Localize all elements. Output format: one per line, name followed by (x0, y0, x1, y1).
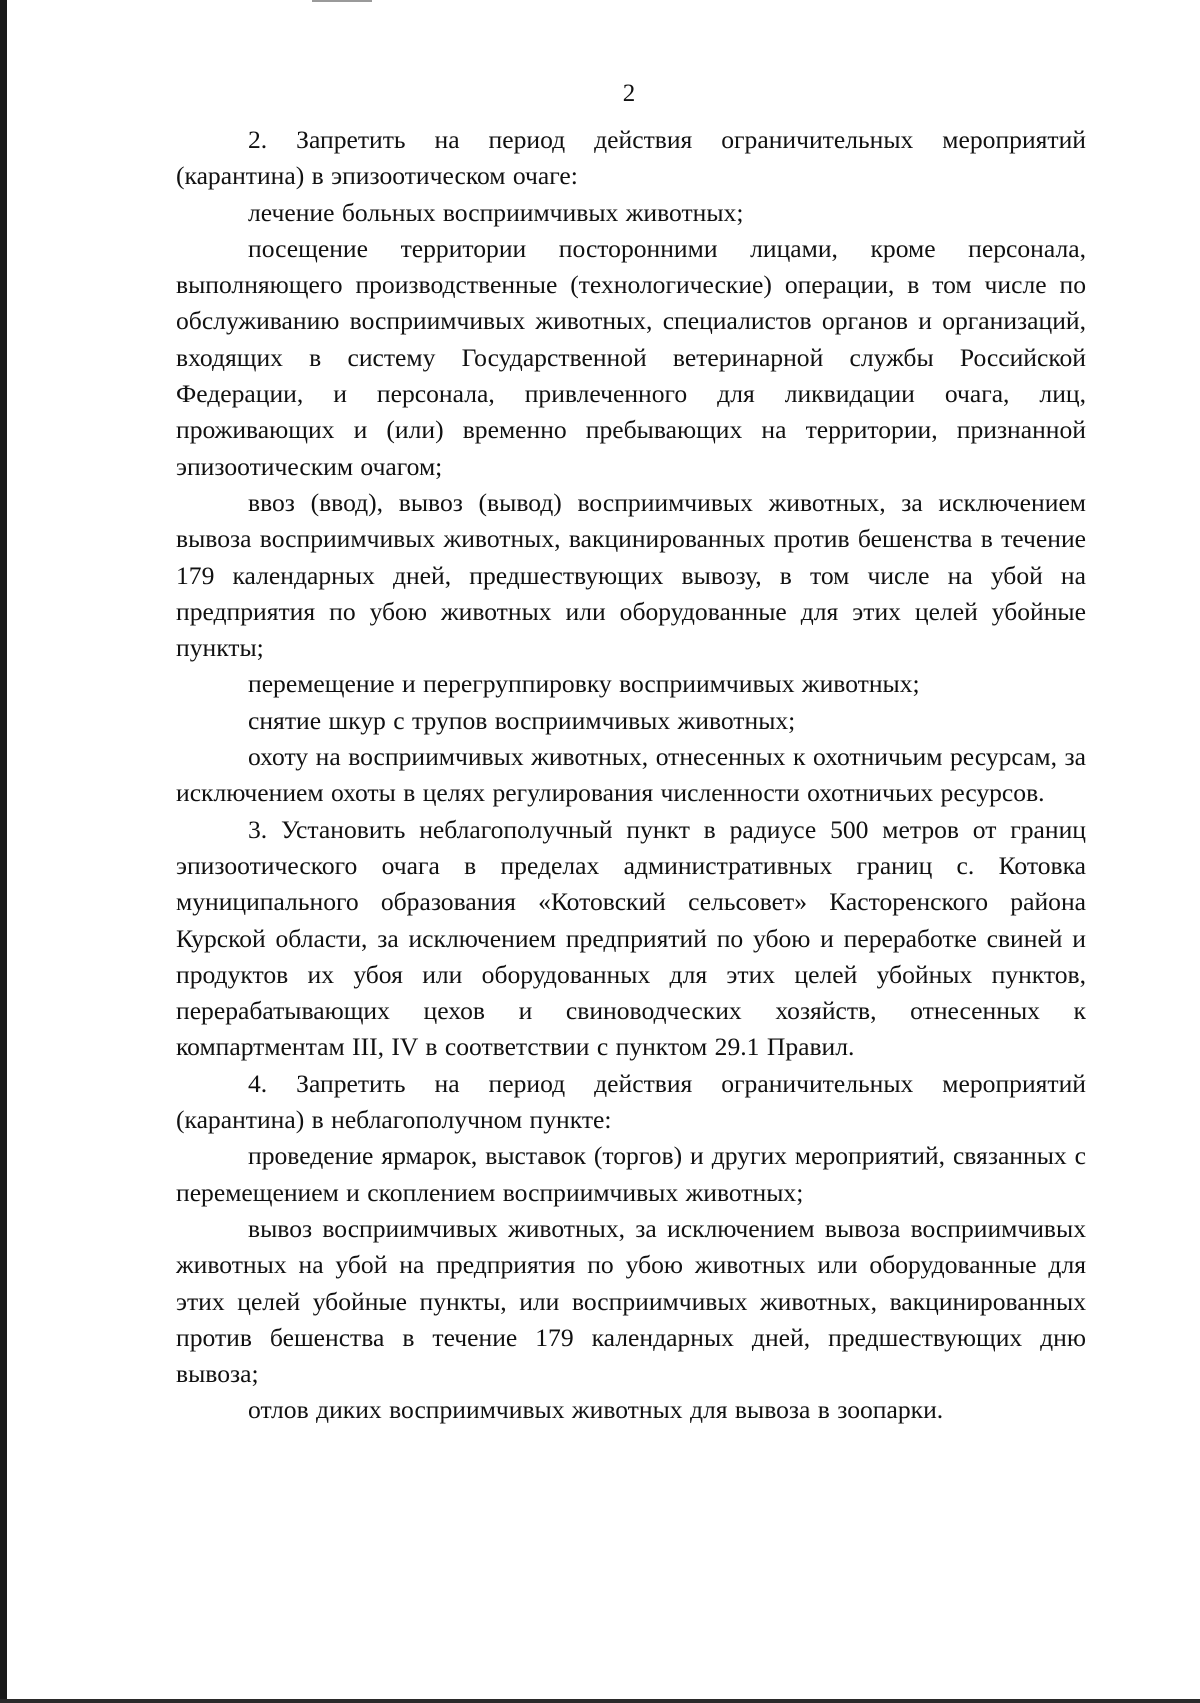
paragraph-fairs-ban: проведение ярмарок, выставок (торгов) и других мероприятий, связанных с перемещением и скоплением восприимчивых животных; (176, 1141, 1086, 1207)
paragraph-export-ban: вывоз восприимчивых животных, за исключением вывоза восприимчивых животных на убой на предприятия по убою животных или оборудованные для этих целей убойные пункты, или восприимчивых животных, вакцинированных против бешенства в течение 179 календарных дней, предшествующих дню вывоза; (176, 1213, 1086, 1389)
paragraph-visit-ban: посещение территории посторонними лицами, кроме персонала, выполняющего производственные (технологические) операции, в том числе по обслуживанию восприимчивых животных, специалистов органов и организаций, входящих в систему Государственной ветеринарной службы Российской Федерации, и персонала, привлеченного для ликвидации очага, лиц, проживающих и (или) временно пребывающих на территории, признанной эпизоотическим очагом; (176, 233, 1086, 481)
paragraph-item-3-unfavorable-point: 3. Установить неблагополучный пункт в радиусе 500 метров от границ эпизоотического очага в пределах административных границ с. Котовка муниципального образования «Котовский сельсовет» Касторенского района Курской области, за исключением предприятий по убою и переработке свиней и продуктов их убоя или оборудованных для этих целей убойных пунктов, перерабатывающих цехов и свиноводческих хозяйств, отнесенных к компартментам III, IV в соответствии с пунктом 29.1 Правил. (176, 814, 1086, 1062)
paragraph-import-export-ban: ввоз (ввод), вывоз (вывод) восприимчивых животных, за исключением вывоза восприимчивых животных, вакцинированных против бешенства в течение 179 календарных дней, предшествующих вывозу, в том числе на убой на предприятия по убою животных или оборудованные для этих целей убойные пункты; (176, 487, 1086, 663)
scan-border-left (0, 0, 7, 1703)
document-body (176, 122, 1086, 1429)
paragraph-skinning-ban: снятие шкур с трупов восприимчивых животных; (248, 705, 796, 735)
page-number: 2 (622, 80, 636, 107)
paragraph-item-4-ban-in-point: 4. Запретить на период действия ограничительных мероприятий (карантина) в неблагополучном пункте: (176, 1068, 1086, 1135)
paragraph-treatment-ban: лечение больных восприимчивых животных; (248, 197, 744, 227)
paragraph-hunting-ban: охоту на восприимчивых животных, отнесенных к охотничьим ресурсам, за исключением охоты в целях регулирования численности охотничьих ресурсов. (176, 742, 1086, 808)
paragraph-regrouping-ban: перемещение и перегруппировку восприимчивых животных; (248, 669, 920, 699)
paragraph-item-2-ban-in-focus: 2. Запретить на период действия ограничительных мероприятий (карантина) в эпизоотическом очаге: (176, 125, 1086, 191)
paragraph-trapping-ban: отлов диких восприимчивых животных для вывоза в зоопарки. (248, 1395, 944, 1425)
scan-artifact-top (312, 0, 372, 2)
scan-border-bottom (0, 1699, 1200, 1703)
